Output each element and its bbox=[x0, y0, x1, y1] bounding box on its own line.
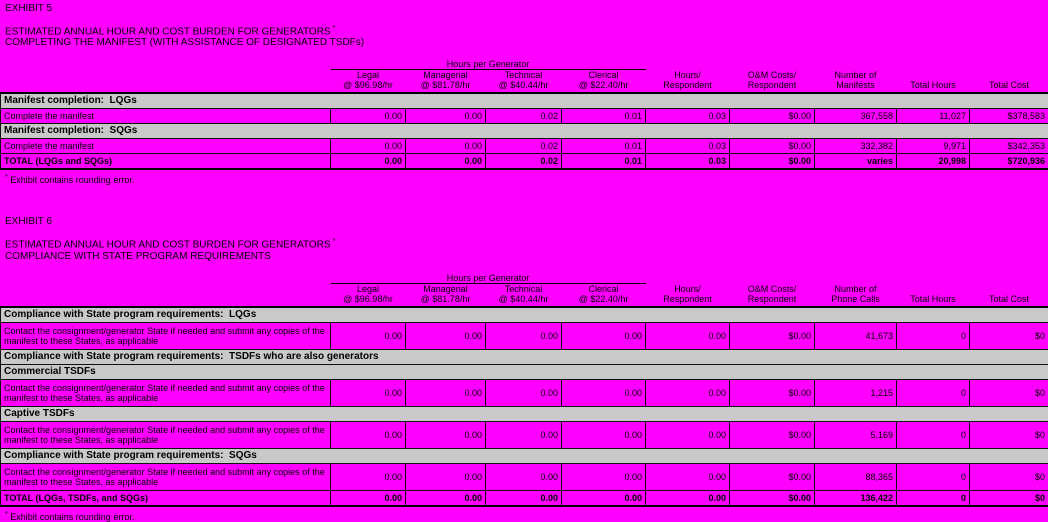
exhibit6-title-footnote-mark: * bbox=[333, 238, 336, 245]
task-cell: Contact the consignment/generator State if needed and submit any copies of the manifest to these States, as applicable bbox=[1, 463, 331, 490]
exhibit5-footnote: * Exhibit contains rounding error. bbox=[5, 174, 1048, 185]
exhibit6-footnote: * Exhibit contains rounding error. bbox=[5, 511, 1048, 522]
spacer-cell bbox=[1, 59, 331, 70]
subsection-row-captive-tsdfs: Captive TSDFs bbox=[1, 406, 1048, 421]
col-header-number-of-phone-calls: Number of Phone Calls bbox=[815, 283, 897, 307]
col-header-technical: Technical @ $40.44/hr bbox=[486, 70, 562, 94]
task-cell: Contact the consignment/generator State if needed and submit any copies of the manifest to these States, as applicable bbox=[1, 379, 331, 406]
exhibit5-title-footnote-mark: * bbox=[333, 25, 336, 32]
col-header-technical: Technical @ $40.44/hr bbox=[486, 283, 562, 307]
section-row-compliance-sqgs: Compliance with State program requirements: SQGs bbox=[1, 448, 1048, 463]
col-header-clerical: Clerical @ $22.40/hr bbox=[562, 283, 646, 307]
spacer-cell bbox=[646, 273, 1048, 284]
col-header-number-of-manifests: Number of Manifests bbox=[815, 70, 897, 94]
exhibit5-table-header bbox=[1, 59, 1048, 93]
data-row-contact-sqg: Contact the consignment/generator State if needed and submit any copies of the manifest to these States, as applicable 0.00 0.00 0.00 0.00 0.00 $0.00 88,365 0 $0 bbox=[1, 463, 1048, 490]
data-row-contact-captive-tsdf: Contact the consignment/generator State if needed and submit any copies of the manifest to these States, as applicable 0.00 0.00 0.00 0.00 0.00 $0.00 5,169 0 $0 bbox=[1, 421, 1048, 448]
column-header-row bbox=[1, 70, 1048, 94]
exhibit6-titleblock bbox=[0, 213, 1048, 261]
col-header-clerical: Clerical @ $22.40/hr bbox=[562, 70, 646, 94]
exhibit5-titleblock bbox=[0, 0, 1048, 48]
exhibit6-label: EXHIBIT 6 bbox=[5, 216, 1048, 227]
task-cell: TOTAL (LQGs and SQGs) bbox=[1, 154, 331, 170]
col-header-om-costs: O&M Costs/ Respondent bbox=[730, 283, 815, 307]
task-cell: Contact the consignment/generator State if needed and submit any copies of the manifest to these States, as applicable bbox=[1, 421, 331, 448]
exhibit5-label: EXHIBIT 5 bbox=[5, 3, 1048, 14]
hours-per-generator-header: Hours per Generator bbox=[331, 273, 646, 284]
task-column-header bbox=[1, 70, 331, 94]
task-column-header bbox=[1, 283, 331, 307]
hours-per-generator-header: Hours per Generator bbox=[331, 59, 646, 70]
col-header-hours-respondent: Hours/ Respondent bbox=[646, 283, 730, 307]
col-header-managerial: Managerial @ $81.78/hr bbox=[406, 283, 486, 307]
exhibit6-table-header bbox=[1, 273, 1048, 307]
exhibit6-title-text: ESTIMATED ANNUAL HOUR AND COST BURDEN FOR GENERATORS bbox=[5, 240, 331, 251]
exhibit6-subtitle: COMPLIANCE WITH STATE PROGRAM REQUIREMENTS bbox=[5, 251, 1048, 262]
exhibit5-title-text: ESTIMATED ANNUAL HOUR AND COST BURDEN FOR GENERATORS bbox=[5, 26, 331, 37]
col-header-total-cost: Total Cost bbox=[970, 70, 1048, 94]
subsection-row-commercial-tsdfs: Commercial TSDFs bbox=[1, 364, 1048, 379]
exhibit6-burden-table bbox=[0, 273, 1048, 507]
col-header-legal: Legal @ $96.98/hr bbox=[331, 283, 406, 307]
task-cell: Complete the manifest bbox=[1, 109, 331, 124]
total-row-lqgs-tsdfs-sqgs: TOTAL (LQGs, TSDFs, and SQGs) 0.00 0.00 0.00 0.00 0.00 $0.00 136,422 0 $0 bbox=[1, 490, 1048, 506]
group-header-row bbox=[1, 59, 1048, 70]
col-header-hours-respondent: Hours/ Respondent bbox=[646, 70, 730, 94]
col-header-total-hours: Total Hours bbox=[897, 283, 970, 307]
section-gap bbox=[0, 185, 1048, 213]
section-row-manifest-lqgs: Manifest completion: LQGs bbox=[1, 93, 1048, 109]
exhibit5-title bbox=[5, 23, 1048, 37]
data-row-contact-lqg: Contact the consignment/generator State if needed and submit any copies of the manifest to these States, as applicable 0.00 0.00 0.00 0.00 0.00 $0.00 41,673 0 $0 bbox=[1, 322, 1048, 349]
section-row-compliance-lqgs: Compliance with State program requirements: LQGs bbox=[1, 307, 1048, 323]
data-row-complete-manifest-lqg: Complete the manifest 0.00 0.00 0.02 0.01 0.03 $0.00 367,558 11,027 $378,583 bbox=[1, 109, 1048, 124]
task-cell: Complete the manifest bbox=[1, 139, 331, 154]
spacer-cell bbox=[646, 59, 1048, 70]
exhibit6-section bbox=[0, 213, 1048, 521]
exhibit6-title bbox=[5, 236, 1048, 250]
col-header-total-cost: Total Cost bbox=[970, 283, 1048, 307]
data-row-contact-commercial-tsdf: Contact the consignment/generator State if needed and submit any copies of the manifest to these States, as applicable 0.00 0.00 0.00 0.00 0.00 $0.00 1,215 0 $0 bbox=[1, 379, 1048, 406]
total-row-lqgs-sqgs: TOTAL (LQGs and SQGs) 0.00 0.00 0.02 0.01 0.03 $0.00 varies 20,998 $720,936 bbox=[1, 154, 1048, 170]
col-header-total-hours: Total Hours bbox=[897, 70, 970, 94]
task-cell: TOTAL (LQGs, TSDFs, and SQGs) bbox=[1, 490, 331, 506]
col-header-legal: Legal @ $96.98/hr bbox=[331, 70, 406, 94]
col-header-managerial: Managerial @ $81.78/hr bbox=[406, 70, 486, 94]
group-header-row bbox=[1, 273, 1048, 284]
exhibit5-subtitle: COMPLETING THE MANIFEST (WITH ASSISTANCE OF DESIGNATED TSDFs) bbox=[5, 37, 1048, 48]
exhibit5-burden-table bbox=[0, 59, 1048, 170]
column-header-row bbox=[1, 283, 1048, 307]
exhibit5-section bbox=[0, 0, 1048, 185]
section-row-manifest-sqgs: Manifest completion: SQGs bbox=[1, 124, 1048, 139]
task-cell: Contact the consignment/generator State if needed and submit any copies of the manifest to these States, as applicable bbox=[1, 322, 331, 349]
col-header-om-costs: O&M Costs/ Respondent bbox=[730, 70, 815, 94]
data-row-complete-manifest-sqg: Complete the manifest 0.00 0.00 0.02 0.01 0.03 $0.00 332,382 9,971 $342,353 bbox=[1, 139, 1048, 154]
spacer-cell bbox=[1, 273, 331, 284]
section-row-compliance-tsdfs: Compliance with State program requirements: TSDFs who are also generators bbox=[1, 349, 1048, 364]
